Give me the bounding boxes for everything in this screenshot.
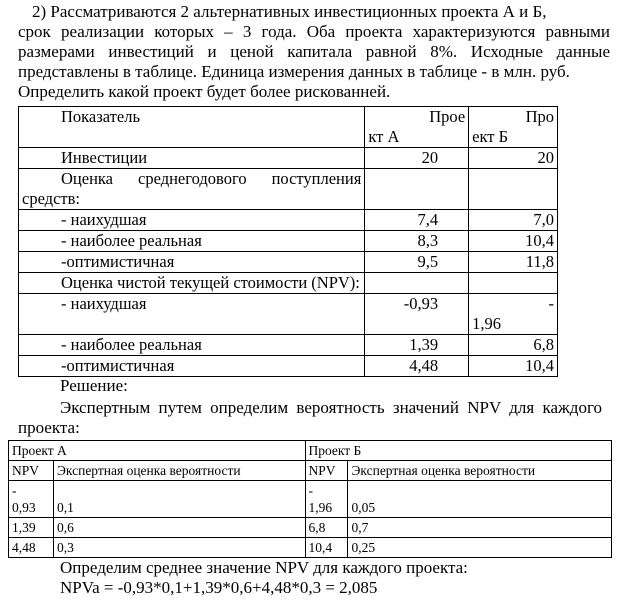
header-project-a-part1: Прое [429,107,466,126]
npv-a-formula: NPVa = -0,93*0,1+1,39*0,6+4,48*0,3 = 2,085 [60,578,378,597]
table-row [19,335,558,356]
cashflow-optimistic-label: -оптимистичная [19,252,365,273]
npv-heading: Оценка чистой текущей стоимости (NPV): [19,273,365,294]
row3-prob-b: 0,25 [348,538,612,558]
intro-line-4: представлены в таблице. Единица измерения данных в таблице - в млн. руб. [18,62,570,81]
table-row [19,169,558,210]
table-row [9,518,612,538]
table-row [19,148,558,169]
npv-worst-a: -0,93 [365,294,469,335]
cashflow-real-b: 10,4 [469,231,558,252]
row3-npv-b: 10,4 [305,538,348,558]
row1-prob-b: 0,05 [348,481,612,518]
row2-npv-b: 6,8 [305,518,348,538]
source-data-table [18,106,558,377]
investments-a: 20 [365,148,469,169]
probability-table [8,440,612,558]
solution-heading: Решение: [60,376,128,395]
intro-line-3: размерами инвестиций и ценой капитала равной 8%. Исходные данные [18,42,610,61]
investments-b: 20 [469,148,558,169]
row2-prob-a: 0,6 [53,518,305,538]
cashflow-real-a: 8,3 [365,231,469,252]
row1-npv-b-part2: 1,96 [308,500,333,515]
row1-prob-a: 0,1 [53,481,305,518]
npv-real-a: 1,39 [365,335,469,356]
npv-worst-b-part2: 1,96 [472,314,502,333]
solution-text-line2: проекта: [18,418,80,437]
npv-real-b: 6,8 [469,335,558,356]
table-row [9,481,612,518]
header-prob-a: Экспертная оценка вероятности [53,461,305,481]
header-project-a: Проект А [9,441,306,461]
table-row [19,273,558,294]
header-project-b-part1: Про [525,107,554,126]
npv-real-label: - наиболее реальная [19,335,365,356]
table-row [19,356,558,377]
row1-npv-b-part1: - [308,483,313,498]
cashflow-worst-a: 7,4 [365,210,469,231]
intro-paragraph [18,2,610,102]
table-row [19,252,558,273]
conclusion-line1: Определим среднее значение NPV для каждого проекта: [60,558,468,577]
table-header-row [9,441,612,461]
intro-line-5: Определить какой проект будет более рискованней. [18,82,391,101]
table-row [19,231,558,252]
investments-label: Инвестиции [19,148,365,169]
npv-optimistic-label: -оптимистичная [19,356,365,377]
cashflow-worst-label: - наихудшая [19,210,365,231]
header-npv-b: NPV [305,461,348,481]
row1-npv-b [305,481,348,518]
cashflow-worst-b: 7,0 [469,210,558,231]
npv-worst-b [469,294,558,335]
row1-npv-a [9,481,54,518]
cashflow-optimistic-b: 11,8 [469,252,558,273]
header-indicator: Показатель [19,107,365,148]
header-project-b: Проект Б [305,441,612,461]
cashflow-real-label: - наиболее реальная [19,231,365,252]
npv-worst-label: - наихудшая [19,294,365,335]
cashflow-heading [19,169,365,210]
row3-npv-a: 4,48 [9,538,54,558]
row1-npv-a-part1: - [12,483,17,498]
row3-prob-a: 0,3 [53,538,305,558]
header-project-a-part2: кт А [368,127,400,146]
table-row [19,210,558,231]
header-npv-a: NPV [9,461,54,481]
cashflow-heading-line1: Оценка среднегодового поступления [61,169,362,188]
row2-npv-a: 1,39 [9,518,54,538]
header-prob-b: Экспертная оценка вероятности [348,461,612,481]
intro-line-1: 2) Рассматриваются 2 альтернативных инвестиционных проекта А и Б, [32,2,547,21]
row2-prob-b: 0,7 [348,518,612,538]
cashflow-heading-line2: средств: [22,189,80,208]
solution-text-line1: Экспертным путем определим вероятность значений NPV для каждого [60,398,602,417]
table-row [9,538,612,558]
header-project-b-part2: ект Б [472,127,509,146]
intro-line-2: срок реализации которых – 3 года. Оба проекта характеризуются равными [18,22,610,41]
header-project-b [469,107,558,148]
npv-worst-b-part1: - [548,294,554,313]
table-header-row [9,461,612,481]
table-header-row [19,107,558,148]
row1-npv-a-part2: 0,93 [12,500,36,515]
table-row [19,294,558,335]
npv-optimistic-a: 4,48 [365,356,469,377]
cashflow-optimistic-a: 9,5 [365,252,469,273]
npv-optimistic-b: 10,4 [469,356,558,377]
header-project-a [365,107,469,148]
